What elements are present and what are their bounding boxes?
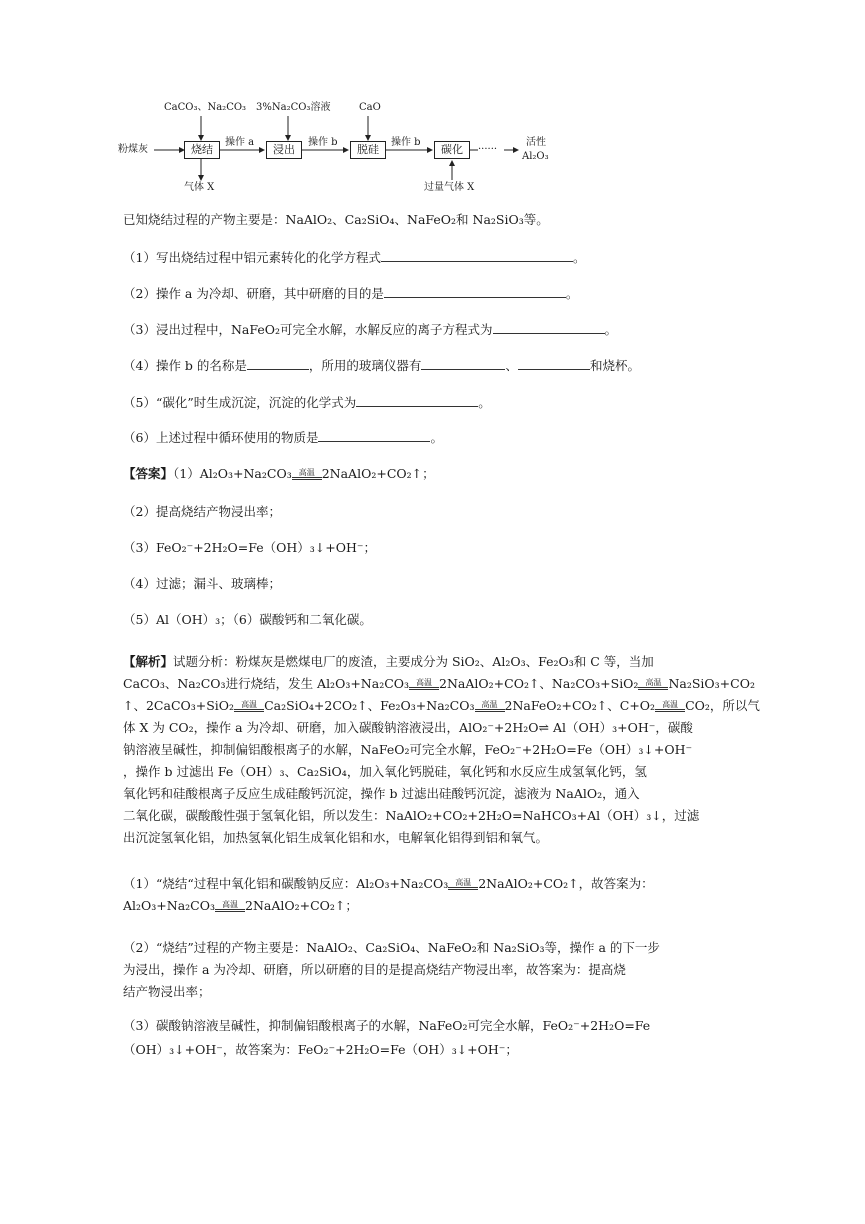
high-temp-condition: 高温 <box>215 901 245 909</box>
analysis-tag: 【解析】 <box>123 654 174 669</box>
answer-blank-1 <box>381 249 573 262</box>
answer-tag: 【答案】 <box>123 466 174 481</box>
answer-blank-6 <box>318 429 430 442</box>
high-temp-condition: 高温 <box>448 879 478 887</box>
question-4-text-b: ，所用的玻璃仪器有 <box>308 358 422 373</box>
high-temp-condition: 高温 <box>292 469 322 477</box>
question-6-period: 。 <box>430 430 443 445</box>
question-5-text: （5）“碳化”时生成沉淀，沉淀的化学式为 <box>123 395 357 410</box>
high-temp-condition: 高温 <box>475 701 505 709</box>
analysis-line-5: 钠溶液呈碱性，抑制偏铝酸根离子的水解，NaFeO₂可完全水解，FeO₂⁻+2H₂O=Fe（OH）₃↓+OH⁻ <box>123 742 693 757</box>
process-flow-diagram <box>118 100 558 196</box>
analysis-line-3-c: 2NaFeO₂+CO₂↑、C+O₂ <box>504 698 656 713</box>
ellipsis: ······ <box>478 144 498 155</box>
question-2 <box>123 284 743 304</box>
answer-1 <box>123 464 743 484</box>
analysis-line-2-a: CaCO₃、Na₂CO₃进行烧结，发生 Al₂O₃+Na₂CO₃ <box>123 676 410 691</box>
feed-label-1: CaCO₃、Na₂CO₃ <box>164 102 247 113</box>
part-2-line-1: （2）“烧结”过程的产物主要是：NaAlO₂、Ca₂SiO₄、NaFeO₂和 Na₂SiO₃等，操作 a 的下一步 <box>123 940 660 955</box>
analysis-line-3-a: ↑、2CaCO₃+SiO₂ <box>123 698 235 713</box>
part-1-line-2 <box>123 896 743 916</box>
analysis-line-4: 体 X 为 CO₂，操作 a 为冷却、研磨，加入碳酸钠溶液浸出，AlO₂⁻+2H₂O⇌ Al（OH）₃+OH⁻，碳酸 <box>123 720 693 735</box>
question-1-period: 。 <box>572 250 586 265</box>
high-temp-condition: 高温 <box>655 701 685 709</box>
answer-1-rhs: 2NaAlO₂+CO₂↑； <box>321 466 435 481</box>
part-1-line-1-b: 2NaAlO₂+CO₂↑，故答案为： <box>478 876 654 891</box>
input-label: 粉煤灰 <box>118 144 148 155</box>
question-2-period: 。 <box>565 286 579 301</box>
part-2-line-3: 结产物浸出率； <box>123 984 211 999</box>
box-desilication: 脱硅 <box>350 141 386 159</box>
answer-1-lhs: （1）Al₂O₃+Na₂CO₃ <box>173 466 292 481</box>
analysis-line-9: 出沉淀氢氧化铝，加热氢氧化铝生成氧化铝和水，电解氧化铝得到铝和氧气。 <box>123 830 549 845</box>
high-temp-condition: 高温 <box>638 679 668 687</box>
analysis-line-2-c: Na₂SiO₃+CO₂ <box>668 676 755 691</box>
box-carbonation: 碳化 <box>434 141 470 159</box>
question-1 <box>123 248 743 268</box>
part-3-line-2: （OH）₃↓+OH⁻，故答案为：FeO₂⁻+2H₂O=Fe（OH）₃↓+OH⁻； <box>123 1042 518 1057</box>
analysis-line-2-b: 2NaAlO₂+CO₂↑、Na₂CO₃+SiO₂ <box>439 676 639 691</box>
output-label-2: Al₂O₃ <box>522 151 549 162</box>
answer-2: （2）提高烧结产物浸出率； <box>123 504 281 519</box>
analysis-line-3 <box>123 696 760 716</box>
answer-blank-4b <box>421 357 505 370</box>
answer-blank-4c <box>518 357 590 370</box>
part-3-line-1: （3）碳酸钠溶液呈碱性，抑制偏铝酸根离子的水解，NaFeO₂可完全水解，FeO₂⁻+2H₂O=Fe <box>123 1018 651 1033</box>
question-4-text-a: （4）操作 b 的名称是 <box>123 358 247 373</box>
question-2-text: （2）操作 a 为冷却、研磨，其中研磨的目的是 <box>123 286 384 301</box>
question-4-sep: 、 <box>505 358 518 373</box>
question-4 <box>123 356 743 376</box>
question-6 <box>123 428 743 448</box>
answer-5-6: （5）Al（OH）₃；（6）碳酸钙和二氧化碳。 <box>123 612 372 627</box>
question-3-period: 。 <box>604 322 618 337</box>
analysis-line-3-b: Ca₂SiO₄+2CO₂↑、Fe₂O₃+Na₂CO₃ <box>264 698 475 713</box>
answer-blank-2 <box>384 285 566 298</box>
question-6-text: （6）上述过程中循环使用的物质是 <box>123 430 319 445</box>
op-label-b1: 操作 b <box>308 137 338 148</box>
analysis-line-8: 二氧化碳，碳酸酸性强于氢氧化铝，所以发生：NaAlO₂+CO₂+2H₂O=NaHCO₃+Al（OH）₃↓，过滤 <box>123 808 700 823</box>
output-label-1: 活性 <box>526 137 546 148</box>
box-sintering: 烧结 <box>184 141 220 159</box>
high-temp-condition: 高温 <box>234 701 264 709</box>
gas-label-2: 过量气体 X <box>424 182 475 193</box>
question-intro: 已知烧结过程的产物主要是：NaAlO₂、Ca₂SiO₄、NaFeO₂和 Na₂SiO₃等。 <box>123 212 549 227</box>
analysis-line-2 <box>123 674 755 694</box>
answer-3: （3）FeO₂⁻+2H₂O=Fe（OH）₃↓+OH⁻； <box>123 540 376 555</box>
feed-label-2: 3%Na₂CO₃溶液 <box>256 102 331 113</box>
answer-blank-3 <box>493 321 605 334</box>
analysis-line-6: ，操作 b 过滤出 Fe（OH）₃、Ca₂SiO₄，加入氧化钙脱硅，氧化钙和水反应生成氢氧化钙，氢 <box>123 764 647 779</box>
answer-blank-4a <box>247 357 309 370</box>
part-1-line-2-a: Al₂O₃+Na₂CO₃ <box>123 898 215 913</box>
high-temp-condition: 高温 <box>409 679 439 687</box>
part-1-line-1-a: （1）“烧结“过程中氧化铝和碳酸钠反应：Al₂O₃+Na₂CO₃ <box>123 876 449 891</box>
part-2-line-2: 为浸出，操作 a 为冷却、研磨，所以研磨的目的是提高烧结产物浸出率，故答案为：提高烧 <box>123 962 626 977</box>
feed-label-3: CaO <box>359 102 381 113</box>
analysis-line-7: 氧化钙和硅酸根离子反应生成硅酸钙沉淀，操作 b 过滤出硅酸钙沉淀，滤液为 NaAlO₂，通入 <box>123 786 640 801</box>
gas-label-1: 气体 X <box>184 182 215 193</box>
analysis-line-3-d: CO₂，所以气 <box>685 698 760 713</box>
analysis-line-1-text: 试题分析：粉煤灰是燃煤电厂的废渣，主要成分为 SiO₂、Al₂O₃、Fe₂O₃和 C 等，当加 <box>173 654 654 669</box>
question-3-text: （3）浸出过程中，NaFeO₂可完全水解，水解反应的离子方程式为 <box>123 322 493 337</box>
part-1-line-2-b: 2NaAlO₂+CO₂↑； <box>245 898 358 913</box>
question-1-text: （1）写出烧结过程中铝元素转化的化学方程式 <box>123 250 381 265</box>
box-leaching: 浸出 <box>266 141 302 159</box>
question-3 <box>123 320 743 340</box>
op-label-b2: 操作 b <box>391 137 421 148</box>
question-5-period: 。 <box>478 395 491 410</box>
question-5 <box>123 393 743 413</box>
question-4-text-c: 和烧杯。 <box>589 358 640 373</box>
part-1-line-1 <box>123 874 743 894</box>
op-label-a: 操作 a <box>225 137 255 148</box>
answer-4: （4）过滤；漏斗、玻璃棒； <box>123 576 281 591</box>
answer-blank-5 <box>356 394 478 407</box>
analysis-line-1 <box>123 652 743 672</box>
